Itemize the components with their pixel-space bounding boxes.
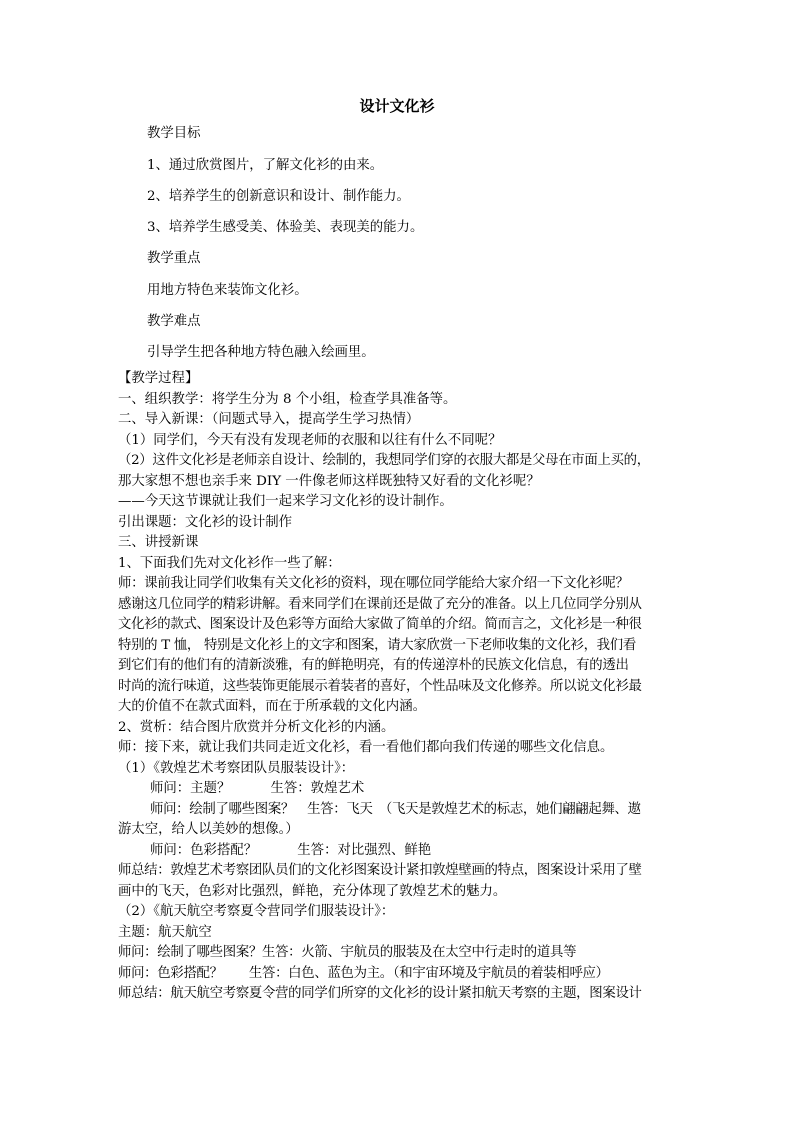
paragraph-line: 师：接下来，就让我们共同走近文化衫，看一看他们都向我们传递的哪些文化信息。 — [118, 740, 614, 755]
dialogue-line: 师问：绘制了哪些图案？ 生答：飞天 （飞天是敦煌艺术的标志，她们翩翩起舞、遨 — [150, 801, 641, 817]
paragraph-line: （1）同学们，今天有没有发现老师的衣服和以往有什么不同呢？ — [118, 432, 502, 448]
paragraph-line: 三、讲授新课 — [118, 535, 199, 550]
document-title: 设计文化衫 — [359, 97, 435, 115]
paragraph-line: 游太空，给人以美妙的想像。） — [118, 822, 299, 837]
dialogue-line: 师问：色彩搭配？ 生答：对比强烈、鲜艳 — [150, 842, 432, 858]
section-heading-difficulty: 教学难点 — [147, 314, 201, 329]
paragraph-line: 感谢这几位同学的精彩讲解。看来同学们在课前还是做了充分的准备。以上几位同学分别从 — [118, 596, 642, 612]
objective-item: 2、培养学生的创新意识和设计、制作能力。 — [147, 189, 410, 204]
paragraph-line: 画中的飞天，色彩对比强烈，鲜艳，充分体现了敦煌艺术的魅力。 — [118, 883, 507, 899]
paragraph-line: 一、组织教学：将学生分为 8 个小组，检查学具准备等。 — [118, 391, 457, 407]
paragraph-line: 文化衫的款式、图案设计及色彩等方面给大家做了简单的介绍。简而言之，文化衫是一种很 — [118, 617, 642, 632]
paragraph-line: 2、赏析：结合图片欣赏并分析文化衫的内涵。 — [118, 719, 395, 735]
paragraph-line: （2）这件文化衫是老师亲自设计、绘制的，我想同学们穿的衣服大都是父母在市面上买的， — [118, 453, 650, 468]
paragraph-line: 二、导入新课：（问题式导入，提高学生学习热情） — [118, 412, 420, 427]
section-heading-key-point: 教学重点 — [147, 251, 201, 266]
teaching-process-body — [118, 369, 683, 1005]
paragraph-line: 到它们有的他们有的清新淡雅，有的鲜艳明亮，有的传递淳朴的民族文化信息，有的透出 — [118, 658, 629, 673]
paragraph-line: 师问：绘制了哪些图案？生答：火箭、宇航员的服装及在太空中行走时的道具等 — [118, 945, 577, 960]
paragraph-line: 主题：航天航空 — [118, 924, 212, 940]
paragraph-line: 师总结：敦煌艺术考察团队员们的文化衫图案设计紧扣敦煌壁画的特点，图案设计采用了壁 — [118, 863, 642, 878]
key-point-text: 用地方特色来装饰文化衫。 — [147, 283, 308, 298]
paragraph-line: 那大家想不想也亲手来 DIY 一件像老师这样既独特又好看的文化衫呢？ — [118, 473, 540, 489]
paragraph-line: 1、下面我们先对文化衫作一些了解： — [118, 555, 341, 571]
difficulty-text: 引导学生把各种地方特色融入绘画里。 — [147, 345, 375, 360]
objective-item: 3、培养学生感受美、体验美、表现美的能力。 — [147, 220, 424, 235]
paragraph-line: 大的价值不在款式面料，而在于所承载的文化内涵。 — [118, 699, 426, 714]
process-heading: 【教学过程】 — [118, 371, 199, 386]
paragraph-line: 引出课题：文化衫的设计制作 — [118, 514, 293, 530]
paragraph-line: （1）《敦煌艺术考察团队员服装设计》： — [118, 760, 355, 776]
paragraph-line: ——今天这节课就让我们一起来学习文化衫的设计制作。 — [118, 494, 453, 509]
paragraph-line: 师总结：航天航空考察夏令营的同学们所穿的文化衫的设计紧扣航天考察的主题，图案设计 — [118, 986, 642, 1001]
section-heading-objectives: 教学目标 — [147, 126, 201, 141]
paragraph-line: （2）《航天航空考察夏令营同学们服装设计》： — [118, 904, 395, 919]
paragraph-line: 师：课前我让同学们收集有关文化衫的资料，现在哪位同学能给大家介绍一下文化衫呢？ — [118, 576, 629, 591]
paragraph-line: 师问：色彩搭配？ 生答：白色、蓝色为主。（和宇宙环境及宇航员的着装相呼应） — [118, 965, 609, 981]
objective-item: 1、通过欣赏图片，了解文化衫的由来。 — [147, 158, 384, 173]
paragraph-line: 时尚的流行味道，这些装饰更能展示着装者的喜好，个性品味及文化修养。所以说文化衫最 — [118, 678, 642, 694]
paragraph-line: 特别的 T 恤， 特别是文化衫上的文字和图案，请大家欣赏一下老师收集的文化衫，我们看 — [118, 637, 636, 653]
dialogue-line: 师问：主题？ 生答：敦煌艺术 — [150, 781, 365, 796]
